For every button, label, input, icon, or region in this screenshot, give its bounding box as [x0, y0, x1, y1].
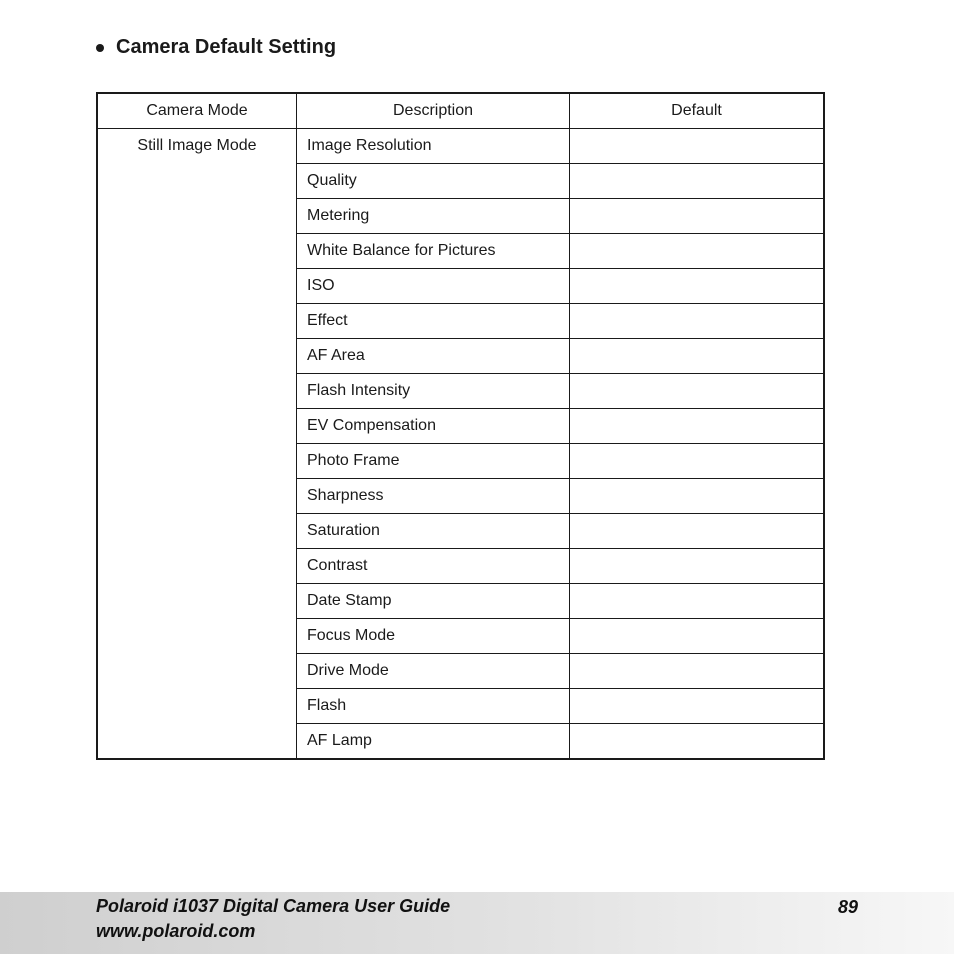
- footer-url[interactable]: www.polaroid.com: [96, 921, 256, 941]
- default-cell: [570, 619, 825, 654]
- camera-mode-cell: Still Image Mode: [97, 129, 297, 760]
- default-cell: [570, 444, 825, 479]
- default-cell: [570, 549, 825, 584]
- default-cell: [570, 654, 825, 689]
- description-cell: Focus Mode: [297, 619, 570, 654]
- default-cell: [570, 339, 825, 374]
- default-cell: [570, 269, 825, 304]
- header-default: Default: [570, 93, 825, 129]
- default-cell: [570, 234, 825, 269]
- default-cell: [570, 514, 825, 549]
- default-cell: [570, 304, 825, 339]
- page-number: 89: [838, 897, 859, 917]
- description-cell: Photo Frame: [297, 444, 570, 479]
- header-description: Description: [297, 93, 570, 129]
- default-cell: [570, 479, 825, 514]
- section-title: Camera Default Setting: [116, 36, 337, 58]
- default-cell: [570, 409, 825, 444]
- default-cell: [570, 374, 825, 409]
- description-cell: Quality: [297, 164, 570, 199]
- description-cell: EV Compensation: [297, 409, 570, 444]
- description-cell: ISO: [297, 269, 570, 304]
- description-cell: Flash Intensity: [297, 374, 570, 409]
- bullet-icon: [96, 44, 104, 52]
- description-cell: Flash: [297, 689, 570, 724]
- description-cell: Effect: [297, 304, 570, 339]
- default-settings-table: [96, 92, 825, 760]
- header-camera-mode: Camera Mode: [97, 93, 297, 129]
- description-cell: White Balance for Pictures: [297, 234, 570, 269]
- description-cell: AF Lamp: [297, 724, 570, 760]
- description-cell: AF Area: [297, 339, 570, 374]
- description-cell: Sharpness: [297, 479, 570, 514]
- description-cell: Image Resolution: [297, 129, 570, 164]
- section-heading: [96, 36, 336, 59]
- default-cell: [570, 199, 825, 234]
- description-cell: Contrast: [297, 549, 570, 584]
- default-cell: [570, 689, 825, 724]
- default-cell: [570, 129, 825, 164]
- description-cell: Metering: [297, 199, 570, 234]
- default-cell: [570, 584, 825, 619]
- table-row: [97, 129, 824, 164]
- table-header-row: [97, 93, 824, 129]
- description-cell: Drive Mode: [297, 654, 570, 689]
- footer-title: Polaroid i1037 Digital Camera User Guide: [96, 896, 451, 916]
- description-cell: Date Stamp: [297, 584, 570, 619]
- default-cell: [570, 164, 825, 199]
- description-cell: Saturation: [297, 514, 570, 549]
- default-cell: [570, 724, 825, 760]
